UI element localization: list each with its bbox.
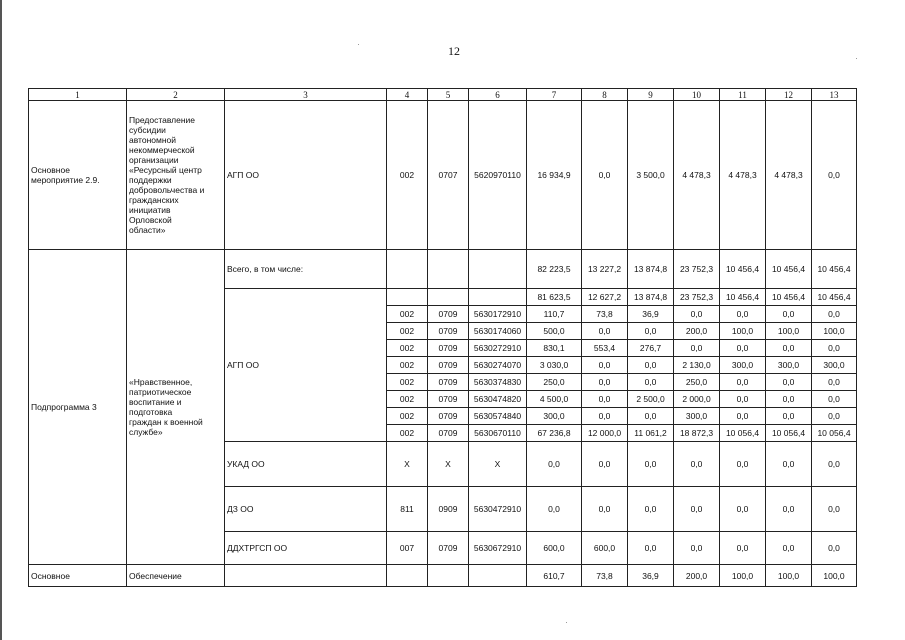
rzpr-cell: 0709	[428, 408, 469, 425]
value-cell: 10 456,4	[812, 250, 857, 289]
value-cell: 0,0	[582, 374, 628, 391]
value-cell: 0,0	[766, 391, 812, 408]
value-cell: 16 934,9	[527, 101, 582, 250]
grbs-cell: 002	[387, 408, 428, 425]
value-cell: 0,0	[674, 487, 720, 532]
value-cell: 18 872,3	[674, 425, 720, 442]
value-cell: 0,0	[766, 374, 812, 391]
grbs-cell: 002	[387, 340, 428, 357]
value-cell: 300,0	[812, 357, 857, 374]
value-cell: 3 500,0	[628, 101, 674, 250]
value-cell: 11 061,2	[628, 425, 674, 442]
measure-2-9-row	[29, 101, 857, 250]
value-cell: 0,0	[812, 487, 857, 532]
value-cell: 830,1	[527, 340, 582, 357]
value-cell: 0,0	[766, 306, 812, 323]
page-left-edge	[0, 0, 2, 640]
rzpr-cell: 0709	[428, 532, 469, 565]
value-cell: 500,0	[527, 323, 582, 340]
empty-cell	[225, 565, 387, 587]
value-cell: 23 752,3	[674, 289, 720, 306]
value-cell: 4 478,3	[720, 101, 766, 250]
csr-cell: 5630474820	[469, 391, 527, 408]
value-cell: 0,0	[582, 323, 628, 340]
value-cell: 0,0	[812, 442, 857, 487]
measure-name: Основное	[29, 565, 127, 587]
value-cell: 10 456,4	[766, 250, 812, 289]
value-cell: 0,0	[674, 340, 720, 357]
value-cell: 0,0	[582, 391, 628, 408]
value-cell: 250,0	[527, 374, 582, 391]
value-cell: 610,7	[527, 565, 582, 587]
rzpr-cell: 0709	[428, 323, 469, 340]
value-cell: 110,7	[527, 306, 582, 323]
rzpr-cell: 0709	[428, 391, 469, 408]
value-cell: 0,0	[674, 442, 720, 487]
value-cell: 600,0	[582, 532, 628, 565]
scan-speck	[566, 622, 567, 623]
value-cell: 82 223,5	[527, 250, 582, 289]
csr-cell: 5620970110	[469, 101, 527, 250]
value-cell: 4 478,3	[766, 101, 812, 250]
rzpr-cell: 0707	[428, 101, 469, 250]
value-cell: 0,0	[766, 340, 812, 357]
value-cell: 10 456,4	[720, 289, 766, 306]
page-number: 12	[448, 44, 460, 58]
value-cell: 10 056,4	[812, 425, 857, 442]
rzpr-cell: 0709	[428, 357, 469, 374]
value-cell: 67 236,8	[527, 425, 582, 442]
empty-cell	[387, 565, 428, 587]
grbs-cell: 002	[387, 357, 428, 374]
executor-cell: ДДХТРГСП ОО	[225, 532, 387, 565]
value-cell: 0,0	[582, 408, 628, 425]
value-cell: 10 456,4	[766, 289, 812, 306]
value-cell: 100,0	[812, 323, 857, 340]
grbs-cell: 002	[387, 101, 428, 250]
value-cell: 0,0	[628, 374, 674, 391]
executor-cell: УКАД ОО	[225, 442, 387, 487]
subprogram-name: Подпрограмма 3	[29, 250, 127, 565]
value-cell: 0,0	[628, 323, 674, 340]
executor-cell: ДЗ ОО	[225, 487, 387, 532]
value-cell: 0,0	[766, 442, 812, 487]
grbs-cell: 002	[387, 391, 428, 408]
value-cell: 12 627,2	[582, 289, 628, 306]
measure-description: Предоставление субсидии автономной некоммерческой организации «Ресурсный центр поддержки добровольчества и гражданских инициатив Орловской области»	[127, 101, 225, 250]
value-cell: 0,0	[812, 374, 857, 391]
total-label: Всего, в том числе:	[225, 250, 387, 289]
empty-cell	[428, 289, 469, 306]
value-cell: 12 000,0	[582, 425, 628, 442]
value-cell: 0,0	[720, 306, 766, 323]
value-cell: 600,0	[527, 532, 582, 565]
scan-speck	[358, 44, 359, 45]
value-cell: 3 030,0	[527, 357, 582, 374]
empty-cell	[469, 250, 527, 289]
value-cell: 200,0	[674, 323, 720, 340]
value-cell: 276,7	[628, 340, 674, 357]
column-header: 5	[428, 89, 469, 101]
csr-cell: 5630274070	[469, 357, 527, 374]
column-header: 2	[127, 89, 225, 101]
value-cell: 0,0	[628, 532, 674, 565]
value-cell: 0,0	[766, 532, 812, 565]
column-header: 6	[469, 89, 527, 101]
value-cell: 553,4	[582, 340, 628, 357]
value-cell: 0,0	[628, 442, 674, 487]
empty-cell	[469, 289, 527, 306]
value-cell: 0,0	[720, 442, 766, 487]
column-header: 4	[387, 89, 428, 101]
value-cell: 13 227,2	[582, 250, 628, 289]
value-cell: 100,0	[720, 323, 766, 340]
value-cell: 0,0	[628, 408, 674, 425]
column-header: 13	[812, 89, 857, 101]
value-cell: 10 456,4	[812, 289, 857, 306]
budget-table	[28, 88, 857, 587]
grbs-cell: 007	[387, 532, 428, 565]
value-cell: 2 500,0	[628, 391, 674, 408]
value-cell: 0,0	[582, 101, 628, 250]
value-cell: 10 056,4	[720, 425, 766, 442]
grbs-cell: 002	[387, 425, 428, 442]
subprogram-description: «Нравственное, патриотическое воспитание и подготовка граждан к военной службе»	[127, 250, 225, 565]
value-cell: 2 000,0	[674, 391, 720, 408]
empty-cell	[387, 250, 428, 289]
rzpr-cell: 0909	[428, 487, 469, 532]
agp-executor: АГП ОО	[225, 289, 387, 442]
csr-cell: 5630574840	[469, 408, 527, 425]
value-cell: 0,0	[582, 357, 628, 374]
value-cell: 300,0	[674, 408, 720, 425]
value-cell: 100,0	[812, 565, 857, 587]
value-cell: 13 874,8	[628, 289, 674, 306]
value-cell: 300,0	[720, 357, 766, 374]
measure-description: Обеспечение	[127, 565, 225, 587]
csr-cell: 5630174060	[469, 323, 527, 340]
value-cell: 0,0	[582, 487, 628, 532]
value-cell: 0,0	[812, 408, 857, 425]
value-cell: 0,0	[766, 408, 812, 425]
rzpr-cell: 0709	[428, 340, 469, 357]
column-header: 8	[582, 89, 628, 101]
value-cell: 2 130,0	[674, 357, 720, 374]
value-cell: 0,0	[720, 487, 766, 532]
value-cell: 0,0	[527, 487, 582, 532]
value-cell: 36,9	[628, 565, 674, 587]
value-cell: 0,0	[720, 340, 766, 357]
value-cell: 300,0	[766, 357, 812, 374]
value-cell: 81 623,5	[527, 289, 582, 306]
value-cell: 73,8	[582, 565, 628, 587]
rzpr-cell: 0709	[428, 425, 469, 442]
csr-cell: 5630670110	[469, 425, 527, 442]
value-cell: 36,9	[628, 306, 674, 323]
executor-cell: АГП ОО	[225, 101, 387, 250]
csr-cell: 5630374830	[469, 374, 527, 391]
column-header: 7	[527, 89, 582, 101]
rzpr-cell: 0709	[428, 374, 469, 391]
value-cell: 0,0	[812, 101, 857, 250]
value-cell: 0,0	[720, 391, 766, 408]
value-cell: 0,0	[720, 408, 766, 425]
value-cell: 0,0	[582, 442, 628, 487]
value-cell: 100,0	[766, 323, 812, 340]
empty-cell	[428, 565, 469, 587]
scan-speck	[856, 58, 857, 59]
value-cell: 300,0	[527, 408, 582, 425]
value-cell: 4 478,3	[674, 101, 720, 250]
subprogram-total-row	[29, 250, 857, 289]
value-cell: 0,0	[527, 442, 582, 487]
value-cell: 200,0	[674, 565, 720, 587]
value-cell: 0,0	[812, 340, 857, 357]
rzpr-cell: Х	[428, 442, 469, 487]
value-cell: 13 874,8	[628, 250, 674, 289]
value-cell: 100,0	[766, 565, 812, 587]
value-cell: 0,0	[674, 306, 720, 323]
value-cell: 0,0	[628, 487, 674, 532]
grbs-cell: Х	[387, 442, 428, 487]
grbs-cell: 002	[387, 374, 428, 391]
value-cell: 0,0	[766, 487, 812, 532]
measure-name: Основное мероприятие 2.9.	[29, 101, 127, 250]
value-cell: 23 752,3	[674, 250, 720, 289]
header-row	[29, 89, 857, 101]
column-header: 1	[29, 89, 127, 101]
column-header: 9	[628, 89, 674, 101]
value-cell: 4 500,0	[527, 391, 582, 408]
value-cell: 0,0	[812, 532, 857, 565]
next-measure-row	[29, 565, 857, 587]
column-header: 11	[720, 89, 766, 101]
value-cell: 0,0	[628, 357, 674, 374]
column-header: 10	[674, 89, 720, 101]
grbs-cell: 002	[387, 306, 428, 323]
value-cell: 0,0	[812, 306, 857, 323]
rzpr-cell: 0709	[428, 306, 469, 323]
csr-cell: 5630172910	[469, 306, 527, 323]
value-cell: 10 456,4	[720, 250, 766, 289]
column-header: 3	[225, 89, 387, 101]
value-cell: 10 056,4	[766, 425, 812, 442]
value-cell: 100,0	[720, 565, 766, 587]
empty-cell	[387, 289, 428, 306]
value-cell: 0,0	[674, 532, 720, 565]
csr-cell: 5630272910	[469, 340, 527, 357]
value-cell: 0,0	[720, 374, 766, 391]
grbs-cell: 811	[387, 487, 428, 532]
grbs-cell: 002	[387, 323, 428, 340]
empty-cell	[428, 250, 469, 289]
csr-cell: 5630472910	[469, 487, 527, 532]
value-cell: 250,0	[674, 374, 720, 391]
value-cell: 0,0	[720, 532, 766, 565]
column-header: 12	[766, 89, 812, 101]
csr-cell: Х	[469, 442, 527, 487]
csr-cell: 5630672910	[469, 532, 527, 565]
value-cell: 73,8	[582, 306, 628, 323]
empty-cell	[469, 565, 527, 587]
value-cell: 0,0	[812, 391, 857, 408]
